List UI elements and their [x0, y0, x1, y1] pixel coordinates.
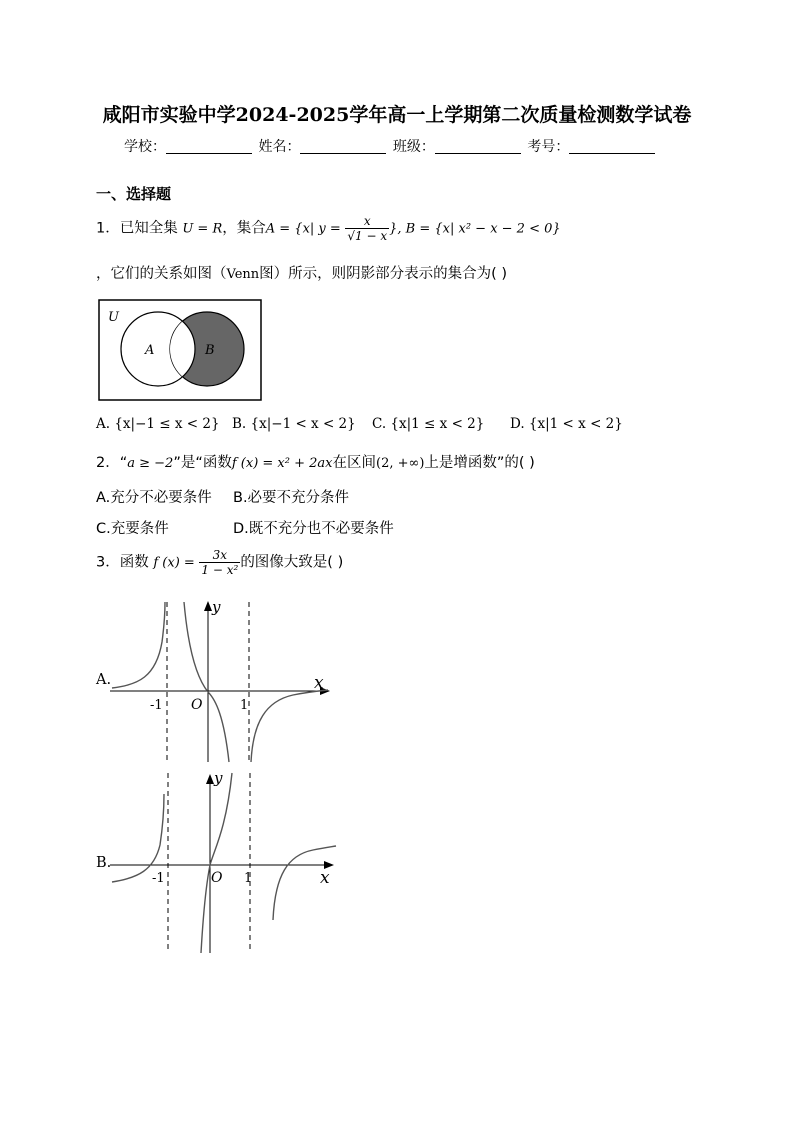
graph-b-x-label: x	[320, 868, 330, 888]
q1-set-a-left: A = {x| y =	[265, 221, 341, 237]
q1-frac-num: x	[345, 214, 389, 229]
q1-option-b[interactable]: B. {x|−1 < x < 2}	[232, 416, 356, 432]
q1-venn-word: Venn	[226, 267, 260, 282]
graph-a-y-arrow	[204, 601, 212, 611]
graph-b-neg1-label: -1	[152, 871, 165, 886]
student-info-row	[124, 136, 657, 156]
venn-b-label: B	[205, 343, 215, 358]
q3-text-b: 的图像大致是( )	[240, 554, 344, 571]
q1-set-a-right: }	[389, 221, 398, 237]
q3-line	[96, 548, 343, 577]
q1-line2-b: 图）所示，则阴影部分表示的集合为( )	[259, 266, 508, 282]
q1-text-b: ，集合	[222, 220, 266, 237]
q2-line	[96, 451, 535, 472]
q1-option-c[interactable]: C. {x|1 ≤ x < 2}	[372, 416, 485, 432]
q1-option-a[interactable]: A. {x|−1 ≤ x < 2}	[96, 416, 220, 432]
graph-a-origin-label: O	[191, 697, 203, 713]
q3-number: 3．	[96, 554, 120, 571]
q3-frac-den: 1 − x²	[201, 563, 239, 577]
q2-text-c: 上是增函数”的( )	[424, 455, 535, 471]
q2-function: f (x) = x² + 2ax	[231, 456, 333, 471]
graph-a-y-label: y	[212, 598, 221, 616]
page-title: 咸阳市实验中学2024-2025学年高一上学期第二次质量检测数学试卷	[102, 104, 692, 126]
exam-number-blank[interactable]	[569, 139, 655, 154]
q2-option-c[interactable]: C.充要条件	[96, 521, 169, 537]
venn-a-label: A	[145, 343, 155, 358]
graph-a	[108, 597, 338, 765]
q1-option-d[interactable]: D. {x|1 < x < 2}	[510, 416, 623, 432]
q2-text-b: 在区间	[332, 455, 376, 471]
q1-number: 1．	[96, 220, 120, 237]
venn-diagram	[98, 299, 263, 402]
q3-function-left: f (x) =	[153, 555, 195, 571]
school-blank[interactable]	[166, 139, 252, 154]
q1-line1	[96, 214, 561, 243]
graph-a-pos1-label: 1	[240, 698, 249, 713]
q1-line2	[96, 262, 507, 283]
graph-a-branch-right	[251, 690, 328, 762]
q1-frac-den: √1 − x	[347, 229, 388, 243]
graph-b-y-arrow	[206, 774, 214, 784]
school-label: 学校：	[124, 139, 166, 155]
graph-a-x-label: x	[314, 673, 324, 693]
graph-b-y-label: y	[214, 770, 223, 787]
q2-option-d[interactable]: D.既不充分也不必要条件	[233, 521, 394, 537]
q2-number: 2．	[96, 455, 120, 471]
graph-b-origin-label: O	[211, 870, 223, 886]
graph-b	[108, 770, 338, 955]
q2-option-b[interactable]: B.必要不充分条件	[233, 490, 350, 506]
q2-quote-open: “	[119, 455, 128, 471]
graph-a-branch-left	[112, 602, 165, 688]
class-blank[interactable]	[435, 139, 521, 154]
q3-fraction	[199, 548, 240, 577]
q1-universal-set: U = R	[182, 221, 223, 237]
graph-b-label[interactable]: B.	[96, 855, 112, 871]
q2-interval: (2, +∞)	[376, 456, 425, 471]
q3-frac-num: 3x	[199, 548, 240, 563]
name-label: 姓名：	[258, 139, 301, 155]
venn-u-label: U	[108, 310, 119, 325]
q2-condition: a ≥ −2	[127, 456, 174, 471]
class-label: 班级：	[392, 139, 435, 155]
q1-text-a: 已知全集	[119, 220, 178, 237]
graph-b-branch-middle	[201, 773, 232, 953]
exam-number-label: 考号：	[527, 139, 570, 155]
q2-option-a[interactable]: A.充分不必要条件	[96, 490, 212, 506]
graph-a-branch-middle	[184, 602, 229, 762]
q1-line2-a: ，它们的关系如图（	[96, 266, 227, 282]
section-title: 一、选择题	[96, 185, 172, 203]
q2-text-a: ”是“函数	[173, 455, 232, 471]
graph-b-pos1-label: 1	[244, 871, 253, 886]
graph-a-neg1-label: -1	[150, 698, 163, 713]
graph-a-label[interactable]: A.	[96, 672, 112, 688]
q3-text-a: 函数	[119, 554, 149, 571]
q1-set-b: , B = {x| x² − x − 2 < 0}	[397, 221, 561, 237]
q1-fraction	[345, 214, 389, 243]
name-blank[interactable]	[300, 139, 386, 154]
graph-b-branch-left	[112, 794, 164, 882]
